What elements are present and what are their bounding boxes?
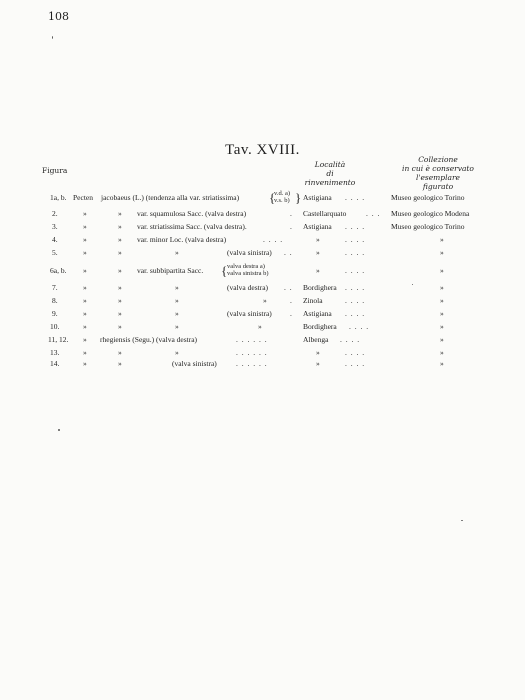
valva-top: valva destra a) (227, 263, 265, 270)
ditto-mark: » (118, 266, 122, 275)
leader-dots: . (290, 296, 292, 305)
leader-dots: . . . . . . (236, 359, 268, 368)
leader-dots: . . . . (345, 309, 366, 318)
table-row (0, 308, 525, 319)
ditto-mark: » (83, 322, 87, 331)
ditto-mark: » (118, 235, 122, 244)
ditto-mark: » (83, 235, 87, 244)
leader-dots: . . . . (345, 348, 366, 357)
genus-name: Pecten (73, 193, 93, 202)
ditto-mark: » (440, 283, 444, 292)
leader-dots: . . . . . . (236, 348, 268, 357)
leader-dots: . . . . (345, 222, 366, 231)
ditto-mark: » (118, 222, 122, 231)
locality: Bordighera (303, 283, 337, 292)
header-collezione-line3: l'esemplare figurato (416, 173, 460, 191)
table-row (0, 295, 525, 306)
leader-dots: . . . (366, 209, 381, 218)
ditto-mark: » (440, 309, 444, 318)
ditto-mark: » (118, 348, 122, 357)
leader-dots: . . . . (345, 283, 366, 292)
figure-number: 8. (52, 296, 58, 305)
valva-top: v.d. a) (274, 190, 291, 197)
header-collezione-line2: in cui è conservato (402, 164, 474, 173)
ditto-mark: » (83, 209, 87, 218)
ditto-mark: » (316, 248, 320, 257)
brace-left: { (221, 263, 228, 278)
figure-number: 13. (50, 348, 60, 357)
ditto-mark: » (118, 283, 122, 292)
header-collezione-line1: Collezione (418, 155, 458, 164)
brace-left: { (269, 190, 276, 205)
leader-dots: . . (284, 248, 293, 257)
ditto-mark: » (118, 309, 122, 318)
table-row (0, 358, 525, 369)
figure-number: 10. (50, 322, 60, 331)
ditto-mark: » (175, 248, 179, 257)
collection: Museo geologico Torino (391, 193, 465, 202)
variety: var. subbipartita Sacc. (137, 266, 204, 275)
header-localita (300, 160, 360, 187)
leader-dots: . (290, 209, 292, 218)
ditto-mark: » (440, 359, 444, 368)
ditto-mark: » (118, 296, 122, 305)
ditto-mark: » (83, 359, 87, 368)
ditto-mark: » (175, 283, 179, 292)
table-row (0, 234, 525, 245)
leader-dots: . . . . (263, 235, 284, 244)
figure-number: 14. (50, 359, 60, 368)
locality: Astigiana (303, 193, 332, 202)
header-localita-line1: Località (314, 160, 346, 169)
leader-dots: . . . . . . (236, 335, 268, 344)
ditto-mark: » (316, 348, 320, 357)
ditto-mark: » (83, 296, 87, 305)
page-number: 108 (48, 10, 69, 23)
species-name: rhegiensis (Segu.) (valva destra) (100, 335, 198, 344)
leader-dots: . (290, 222, 292, 231)
figure-number: 6a, b. (50, 266, 67, 275)
leader-dots: . . . . (345, 193, 366, 202)
variety: var. minor Loc. (valva destra) (137, 235, 227, 244)
ditto-mark: » (83, 309, 87, 318)
locality: Castellarquato (303, 209, 347, 218)
table-row (0, 321, 525, 332)
ditto-mark: » (440, 296, 444, 305)
valva-stack (227, 264, 269, 277)
table-row (0, 334, 525, 345)
leader-dots: . . . . (340, 335, 361, 344)
ditto-mark: » (83, 222, 87, 231)
ditto-mark: » (83, 248, 87, 257)
locality: Albenga (303, 335, 329, 344)
leader-dots: . . . . (349, 322, 370, 331)
leader-dots: . . . . (345, 359, 366, 368)
ditto-mark: » (118, 322, 122, 331)
leader-dots: . (290, 309, 292, 318)
collection: Museo geologico Modena (391, 209, 470, 218)
ditto-mark: » (440, 248, 444, 257)
leader-dots: . . . . (345, 266, 366, 275)
scan-speck (52, 36, 53, 39)
ditto-mark: » (316, 359, 320, 368)
figure-number: 3. (52, 222, 58, 231)
table-row (0, 282, 525, 293)
valva-bottom: v.s. b) (274, 196, 290, 204)
leader-dots: . . . . (345, 296, 366, 305)
figure-number: 9. (52, 309, 58, 318)
species-name: jacobaeus (L.) (tendenza alla var. striatissima) (101, 193, 240, 202)
locality: Zinola (303, 296, 323, 305)
table-row (0, 192, 525, 203)
table-row (0, 347, 525, 358)
ditto-mark: » (118, 359, 122, 368)
ditto-mark: » (316, 266, 320, 275)
table-row (0, 247, 525, 258)
figure-number: 7. (52, 283, 58, 292)
figure-number: 11, 12. (48, 335, 69, 344)
ditto-mark: » (83, 348, 87, 357)
collection: Museo geologico Torino (391, 222, 465, 231)
ditto-mark: » (175, 296, 179, 305)
ditto-mark: » (83, 266, 87, 275)
ditto-mark: » (118, 209, 122, 218)
leader-dots: . . . . (345, 248, 366, 257)
valva: (valva sinistra) (227, 248, 272, 257)
figure-number: 4. (52, 235, 58, 244)
locality: Bordighera (303, 322, 337, 331)
ditto-mark: » (175, 309, 179, 318)
table-row (0, 221, 525, 232)
variety: var. striatissima Sacc. (valva destra). (137, 222, 247, 231)
ditto-mark: » (118, 248, 122, 257)
ditto-mark: » (440, 322, 444, 331)
header-localita-line2: di rinvenimento (304, 169, 356, 187)
header-collezione (400, 155, 476, 191)
ditto-mark: » (440, 335, 444, 344)
ditto-mark: » (83, 335, 87, 344)
figure-number: 2. (52, 209, 58, 218)
ditto-mark: » (440, 348, 444, 357)
valva: (valva sinistra) (172, 359, 217, 368)
valva: (valva destra) (227, 283, 269, 292)
ditto-mark: » (440, 235, 444, 244)
locality: Astigiana (303, 222, 332, 231)
ditto-mark: » (440, 266, 444, 275)
table-row (0, 265, 525, 276)
locality: Astigiana (303, 309, 332, 318)
figure-number: 5. (52, 248, 58, 257)
ditto-mark: » (175, 348, 179, 357)
ditto-mark: » (83, 283, 87, 292)
variety: var. squamulosa Sacc. (valva destra) (137, 209, 247, 218)
scan-speck (461, 520, 463, 521)
leader-dots: . . (284, 283, 293, 292)
brace-right: } (295, 190, 302, 205)
valva-bottom: valva sinistra b) (227, 269, 269, 277)
scan-speck (412, 284, 413, 285)
ditto-mark: » (316, 235, 320, 244)
valva-stack (274, 191, 290, 204)
valva: (valva sinistra) (227, 309, 272, 318)
leader-dots: . . . . (345, 235, 366, 244)
figure-number: 1a, b. (50, 193, 67, 202)
table-row (0, 208, 525, 219)
header-figura: Figura (42, 166, 68, 175)
ditto-mark: » (258, 322, 262, 331)
plate-title: Tav. XVIII. (225, 142, 300, 158)
ditto-mark: » (263, 296, 267, 305)
ditto-mark: » (175, 322, 179, 331)
scan-speck (58, 429, 60, 431)
